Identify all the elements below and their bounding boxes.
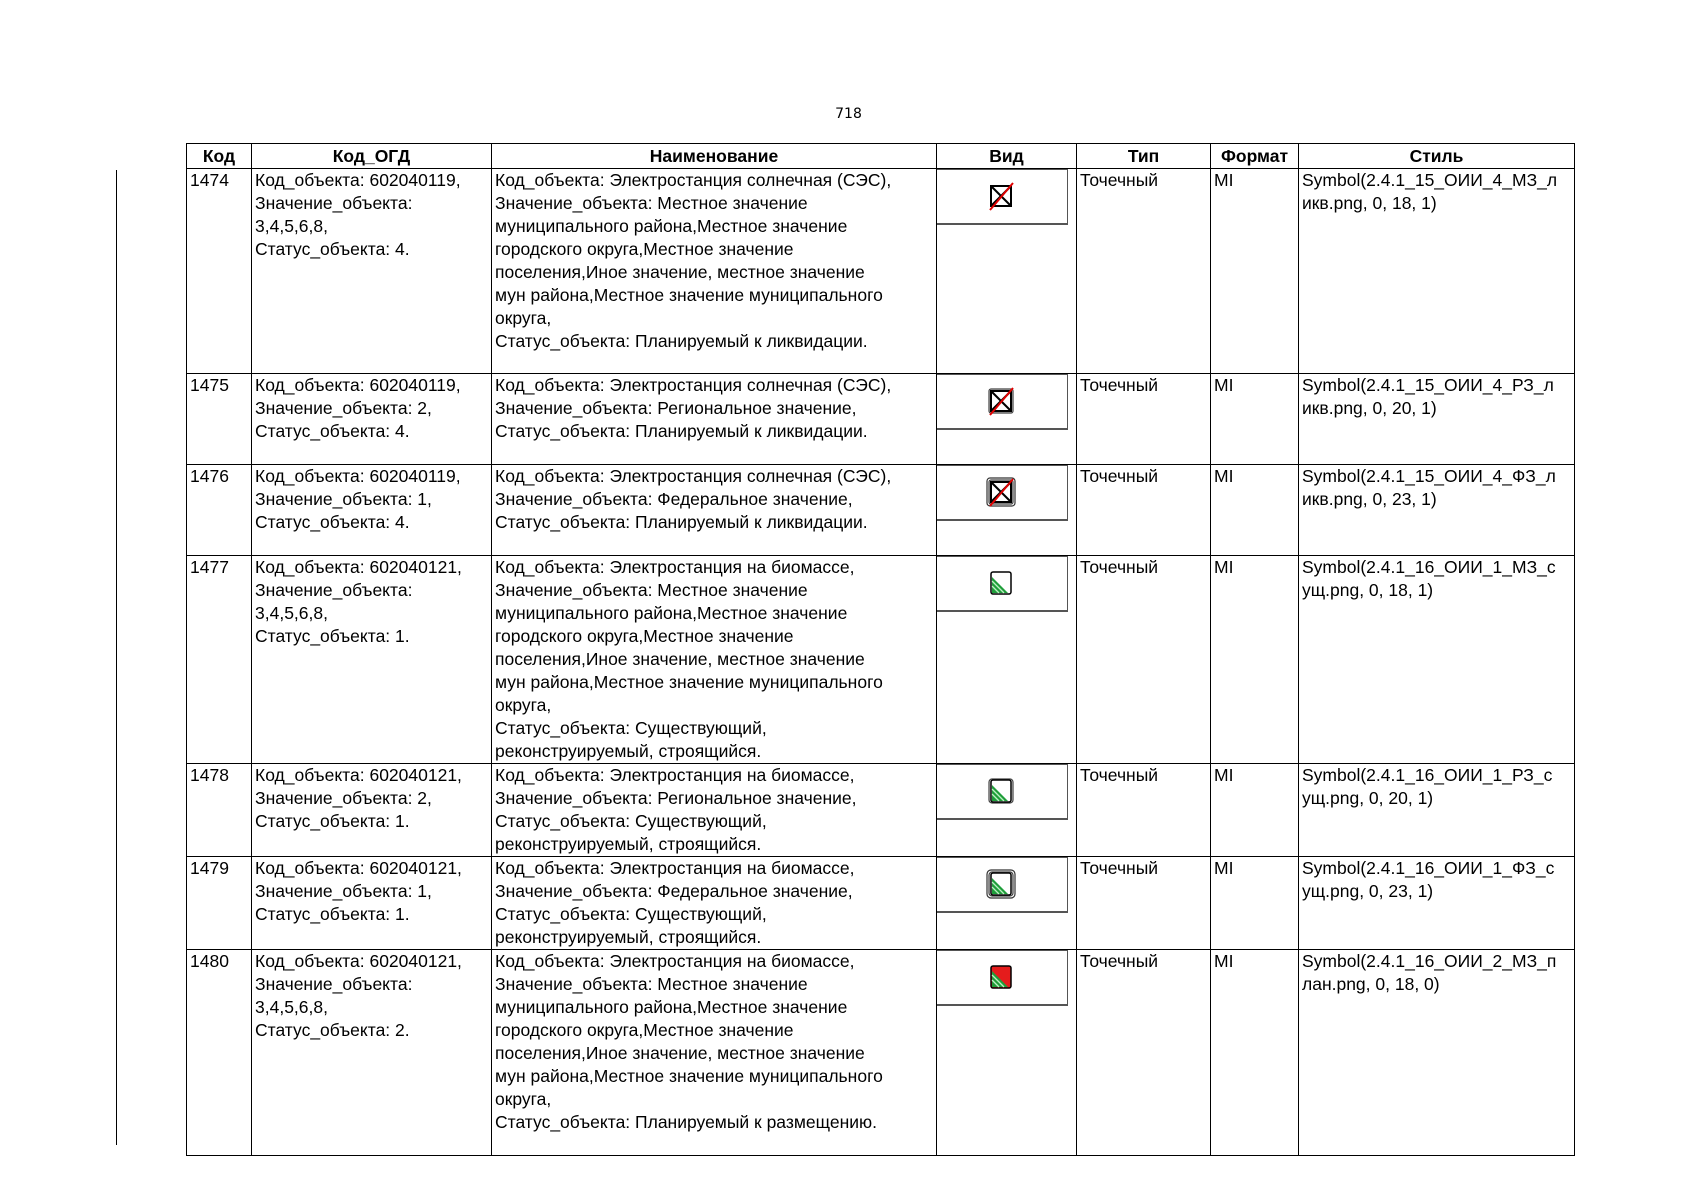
- cell-name-line: Код_объекта: Электростанция на биомассе,: [495, 557, 855, 577]
- cell-style-line: ущ.png, 0, 20, 1): [1302, 788, 1434, 808]
- cell-name-line: Код_объекта: Электростанция на биомассе,: [495, 858, 855, 878]
- icon-svg: [986, 776, 1016, 806]
- cell-ogd-code-line: Код_объекта: 602040121,: [255, 765, 462, 785]
- cell-format: MI: [1211, 857, 1299, 950]
- cell-name: [492, 857, 937, 950]
- cell-code: 1476: [187, 465, 252, 556]
- cell-ogd-code-line: Статус_объекта: 1.: [255, 626, 410, 646]
- cell-name-line: округа,: [495, 308, 552, 328]
- cell-ogd-code-line: 3,4,5,6,8,: [255, 603, 328, 623]
- cell-code: 1474: [187, 169, 252, 374]
- cell-ogd-code-line: 3,4,5,6,8,: [255, 997, 328, 1017]
- header-name: Наименование: [492, 144, 937, 169]
- symbol-preview: [937, 465, 1068, 521]
- cell-ogd-code-line: Код_объекта: 602040121,: [255, 951, 462, 971]
- header-ogd-code: Код_ОГД: [252, 144, 492, 169]
- cell-name-line: реконструируемый, строящийся.: [495, 927, 762, 947]
- cell-name-line: Значение_объекта: Местное значение: [495, 580, 808, 600]
- cell-style-line: Symbol(2.4.1_15_ОИИ_4_РЗ_л: [1302, 375, 1554, 395]
- cell-name-line: Статус_объекта: Существующий,: [495, 811, 767, 831]
- cell-name-line: городского округа,Местное значение: [495, 1020, 794, 1040]
- margin-line: [116, 170, 117, 1145]
- cell-name-line: Значение_объекта: Местное значение: [495, 974, 808, 994]
- header-view: Вид: [937, 144, 1077, 169]
- cell-name-line: Статус_объекта: Планируемый к размещению.: [495, 1112, 877, 1132]
- table-row: [187, 374, 1575, 465]
- cell-style-line: икв.png, 0, 23, 1): [1302, 489, 1437, 509]
- cell-name: [492, 465, 937, 556]
- cell-name-line: Статус_объекта: Планируемый к ликвидации.: [495, 331, 868, 351]
- cell-style-line: Symbol(2.4.1_15_ОИИ_4_МЗ_л: [1302, 170, 1558, 190]
- symbol-preview: [937, 857, 1068, 913]
- cell-ogd-code-line: 3,4,5,6,8,: [255, 216, 328, 236]
- cell-view: [937, 764, 1077, 857]
- cell-ogd-code-line: Значение_объекта:: [255, 974, 413, 994]
- symbol-preview: [937, 764, 1068, 820]
- symbol-catalog-table: [186, 143, 1575, 1156]
- cell-name-line: поселения,Иное значение, местное значение: [495, 1043, 865, 1063]
- cell-type: Точечный: [1077, 857, 1211, 950]
- cell-style-line: икв.png, 0, 18, 1): [1302, 193, 1437, 213]
- cell-view: [937, 556, 1077, 764]
- cell-ogd-code: [252, 465, 492, 556]
- preview-divider: [937, 1004, 1067, 1005]
- preview-divider: [937, 223, 1067, 224]
- cell-ogd-code-line: Статус_объекта: 4.: [255, 512, 410, 532]
- cell-ogd-code: [252, 374, 492, 465]
- cell-name-line: мун района,Местное значение муниципального: [495, 672, 883, 692]
- cell-format: MI: [1211, 465, 1299, 556]
- cell-name-line: муниципального района,Местное значение: [495, 216, 848, 236]
- icon-svg: [986, 962, 1016, 992]
- cell-style-line: Symbol(2.4.1_16_ОИИ_1_РЗ_с: [1302, 765, 1553, 785]
- cell-code: 1477: [187, 556, 252, 764]
- cell-view: [937, 857, 1077, 950]
- header-type: Тип: [1077, 144, 1211, 169]
- cell-ogd-code-line: Код_объекта: 602040121,: [255, 858, 462, 878]
- table-row: [187, 857, 1575, 950]
- cell-name-line: Код_объекта: Электростанция солнечная (СЭС),: [495, 466, 892, 486]
- cell-ogd-code-line: Код_объекта: 602040119,: [255, 375, 461, 395]
- cell-style: [1299, 857, 1575, 950]
- cell-name-line: округа,: [495, 695, 552, 715]
- cell-type: Точечный: [1077, 556, 1211, 764]
- cell-name-line: реконструируемый, строящийся.: [495, 741, 762, 761]
- cell-format: MI: [1211, 950, 1299, 1156]
- cell-style: [1299, 556, 1575, 764]
- cell-name-line: округа,: [495, 1089, 552, 1109]
- symbol-preview: [937, 556, 1068, 612]
- cell-ogd-code: [252, 950, 492, 1156]
- cell-ogd-code-line: Код_объекта: 602040119,: [255, 170, 461, 190]
- cell-ogd-code-line: Статус_объекта: 2.: [255, 1020, 410, 1040]
- cell-ogd-code-line: Значение_объекта: 2,: [255, 398, 432, 418]
- cell-style: [1299, 465, 1575, 556]
- icon-svg: [986, 568, 1016, 598]
- cell-ogd-code-line: Статус_объекта: 4.: [255, 421, 410, 441]
- cell-name-line: мун района,Местное значение муниципального: [495, 285, 883, 305]
- table-row: [187, 465, 1575, 556]
- cell-format: MI: [1211, 764, 1299, 857]
- cell-type: Точечный: [1077, 465, 1211, 556]
- cell-code: 1479: [187, 857, 252, 950]
- preview-divider: [937, 519, 1067, 520]
- cell-format: MI: [1211, 556, 1299, 764]
- cell-ogd-code-line: Код_объекта: 602040119,: [255, 466, 461, 486]
- cell-ogd-code-line: Значение_объекта: 1,: [255, 489, 432, 509]
- cell-style-line: Symbol(2.4.1_16_ОИИ_1_ФЗ_с: [1302, 858, 1555, 878]
- cell-ogd-code-line: Статус_объекта: 1.: [255, 904, 410, 924]
- cell-name-line: реконструируемый, строящийся.: [495, 834, 762, 854]
- cell-name-line: Статус_объекта: Планируемый к ликвидации.: [495, 421, 868, 441]
- cell-ogd-code-line: Статус_объекта: 4.: [255, 239, 410, 259]
- symbol-preview: [937, 169, 1068, 225]
- cell-name-line: Код_объекта: Электростанция солнечная (СЭС),: [495, 375, 892, 395]
- cell-name-line: Значение_объекта: Федеральное значение,: [495, 489, 853, 509]
- cell-ogd-code-line: Статус_объекта: 1.: [255, 811, 410, 831]
- cell-name: [492, 556, 937, 764]
- cell-name-line: Код_объекта: Электростанция на биомассе,: [495, 765, 855, 785]
- cell-code: 1478: [187, 764, 252, 857]
- cell-name-line: муниципального района,Местное значение: [495, 997, 848, 1017]
- cell-ogd-code-line: Значение_объекта:: [255, 580, 413, 600]
- cell-ogd-code-line: Значение_объекта: 2,: [255, 788, 432, 808]
- table-row: [187, 950, 1575, 1156]
- cell-view: [937, 169, 1077, 374]
- table-header-row: [187, 144, 1575, 169]
- cell-ogd-code: [252, 764, 492, 857]
- cell-name: [492, 169, 937, 374]
- cell-name-line: мун района,Местное значение муниципального: [495, 1066, 883, 1086]
- cell-style: [1299, 169, 1575, 374]
- cell-ogd-code-line: Значение_объекта:: [255, 193, 413, 213]
- table-row: [187, 169, 1575, 374]
- cell-name-line: Код_объекта: Электростанция солнечная (СЭС),: [495, 170, 892, 190]
- cell-view: [937, 374, 1077, 465]
- cell-name-line: Статус_объекта: Существующий,: [495, 904, 767, 924]
- cell-name-line: городского округа,Местное значение: [495, 626, 794, 646]
- header-style: Стиль: [1299, 144, 1575, 169]
- cell-ogd-code: [252, 556, 492, 764]
- preview-divider: [937, 428, 1067, 429]
- cell-style-line: лан.png, 0, 18, 0): [1302, 974, 1440, 994]
- icon-svg: [986, 477, 1016, 507]
- symbol-preview: [937, 374, 1068, 430]
- cell-name-line: Значение_объекта: Федеральное значение,: [495, 881, 853, 901]
- cell-style-line: ущ.png, 0, 18, 1): [1302, 580, 1434, 600]
- cell-type: Точечный: [1077, 950, 1211, 1156]
- table-row: [187, 764, 1575, 857]
- cell-name-line: муниципального района,Местное значение: [495, 603, 848, 623]
- page-number: 718: [835, 106, 862, 122]
- cell-name-line: Значение_объекта: Региональное значение,: [495, 788, 857, 808]
- preview-divider: [937, 911, 1067, 912]
- cell-style-line: Symbol(2.4.1_16_ОИИ_1_МЗ_с: [1302, 557, 1556, 577]
- cell-name: [492, 374, 937, 465]
- cell-code: 1480: [187, 950, 252, 1156]
- cell-style-line: Symbol(2.4.1_16_ОИИ_2_МЗ_п: [1302, 951, 1557, 971]
- cell-type: Точечный: [1077, 169, 1211, 374]
- cell-name-line: Статус_объекта: Планируемый к ликвидации.: [495, 512, 868, 532]
- icon-svg: [986, 386, 1016, 416]
- header-format: Формат: [1211, 144, 1299, 169]
- cell-code: 1475: [187, 374, 252, 465]
- header-code: Код: [187, 144, 252, 169]
- cell-name-line: Значение_объекта: Местное значение: [495, 193, 808, 213]
- preview-divider: [937, 818, 1067, 819]
- cell-style-line: икв.png, 0, 20, 1): [1302, 398, 1437, 418]
- symbol-preview: [937, 950, 1068, 1006]
- cell-type: Точечный: [1077, 374, 1211, 465]
- icon-svg: [986, 869, 1016, 899]
- cell-style: [1299, 950, 1575, 1156]
- cell-style-line: ущ.png, 0, 23, 1): [1302, 881, 1434, 901]
- icon-svg: [986, 181, 1016, 211]
- table-row: [187, 556, 1575, 764]
- cell-name-line: городского округа,Местное значение: [495, 239, 794, 259]
- cell-name-line: Значение_объекта: Региональное значение,: [495, 398, 857, 418]
- cell-ogd-code: [252, 169, 492, 374]
- cell-name-line: Код_объекта: Электростанция на биомассе,: [495, 951, 855, 971]
- cell-ogd-code: [252, 857, 492, 950]
- cell-ogd-code-line: Значение_объекта: 1,: [255, 881, 432, 901]
- preview-divider: [937, 610, 1067, 611]
- cell-name: [492, 764, 937, 857]
- cell-format: MI: [1211, 169, 1299, 374]
- cell-view: [937, 465, 1077, 556]
- cell-ogd-code-line: Код_объекта: 602040121,: [255, 557, 462, 577]
- cell-style: [1299, 764, 1575, 857]
- cell-name-line: Статус_объекта: Существующий,: [495, 718, 767, 738]
- cell-name-line: поселения,Иное значение, местное значение: [495, 649, 865, 669]
- cell-name-line: поселения,Иное значение, местное значение: [495, 262, 865, 282]
- cell-name: [492, 950, 937, 1156]
- cell-format: MI: [1211, 374, 1299, 465]
- cell-style: [1299, 374, 1575, 465]
- cell-view: [937, 950, 1077, 1156]
- cell-type: Точечный: [1077, 764, 1211, 857]
- cell-style-line: Symbol(2.4.1_15_ОИИ_4_ФЗ_л: [1302, 466, 1556, 486]
